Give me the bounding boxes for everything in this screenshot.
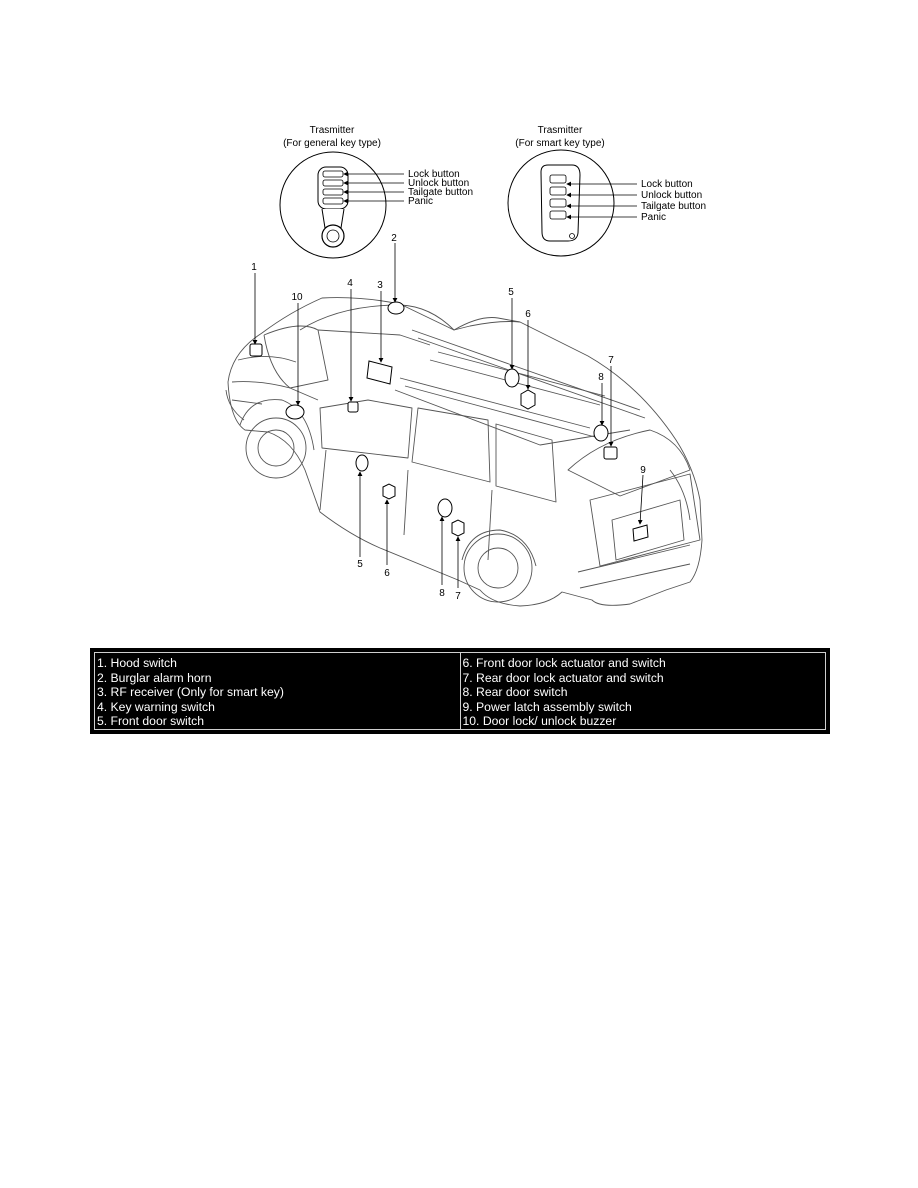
smart-key-transmitter-inset [508,125,706,256]
door-lock-buzzer-part [286,405,304,419]
general-key-transmitter-inset [280,125,473,258]
legend-item-9: 9. Power latch assembly switch [462,699,632,714]
callout-numbers [251,233,646,602]
callout-leaders [255,243,643,588]
smart-tailgate-button-label: Tailgate button [641,201,707,212]
callout-6-bottom: 6 [384,568,390,579]
callout-4: 4 [347,278,353,289]
legend-column-right [460,653,826,729]
smart-lock-button-label: Lock button [641,179,693,190]
callout-10: 10 [291,292,303,303]
callout-9: 9 [640,465,646,476]
power-latch-switch-part [633,525,648,541]
legend-item-3: 3. RF receiver (Only for smart key) [97,685,284,700]
general-panic-label: Panic [408,196,434,207]
legend-item-5: 5. Front door switch [97,714,205,729]
legend-item-7: 7. Rear door lock actuator and switch [462,670,664,685]
rf-receiver-part [367,361,392,384]
callout-7-bottom: 7 [455,591,461,602]
key-warning-switch-part [348,402,358,412]
general-transmitter-subtitle: (For general key type) [283,138,381,149]
callout-1: 1 [251,262,257,273]
components [250,302,648,541]
callout-7-top: 7 [608,355,614,366]
callout-6-top: 6 [525,309,531,320]
rear-door-lock-actuator-part-top [604,447,617,459]
rear-door-switch-part-side [438,499,452,517]
callout-3: 3 [377,280,383,291]
general-transmitter-title: Trasmitter [309,125,355,136]
front-door-lock-actuator-part-side [383,484,395,499]
legend-item-1: 1. Hood switch [97,656,177,670]
rear-door-switch-part-top [594,425,608,441]
callout-5-top: 5 [508,287,514,298]
legend-item-6: 6. Front door lock actuator and switch [462,656,666,670]
callout-8-top: 8 [598,372,604,383]
general-lock-button-label: Lock button [408,169,460,180]
vehicle-outline-drawing [226,298,702,606]
smart-panic-label: Panic [641,212,667,223]
callout-5-bottom: 5 [357,559,363,570]
legend-inner-frame [94,652,826,730]
general-tailgate-button-label: Tailgate button [408,187,474,198]
legend-table [90,648,830,734]
callout-2: 2 [391,233,397,244]
legend-item-2: 2. Burglar alarm horn [97,670,212,685]
front-door-switch-part-side [356,455,368,471]
burglar-alarm-horn-part [388,302,404,314]
smart-key-fob-icon [541,165,580,241]
rear-door-lock-actuator-part-side [452,520,464,536]
smart-transmitter-title: Trasmitter [537,125,583,136]
smart-unlock-button-label: Unlock button [641,190,703,201]
general-key-fob-icon [318,167,348,247]
hood-switch-part [250,344,262,356]
front-door-lock-actuator-part-top [521,390,535,409]
callout-8-bottom: 8 [439,588,445,599]
general-unlock-button-label: Unlock button [408,178,470,189]
legend-item-8: 8. Rear door switch [462,685,568,700]
legend-item-4: 4. Key warning switch [97,699,215,714]
smart-transmitter-subtitle: (For smart key type) [515,138,605,149]
front-door-switch-part-top [505,369,519,387]
legend-item-10: 10. Door lock/ unlock buzzer [462,714,617,729]
legend-column-left [95,653,460,729]
